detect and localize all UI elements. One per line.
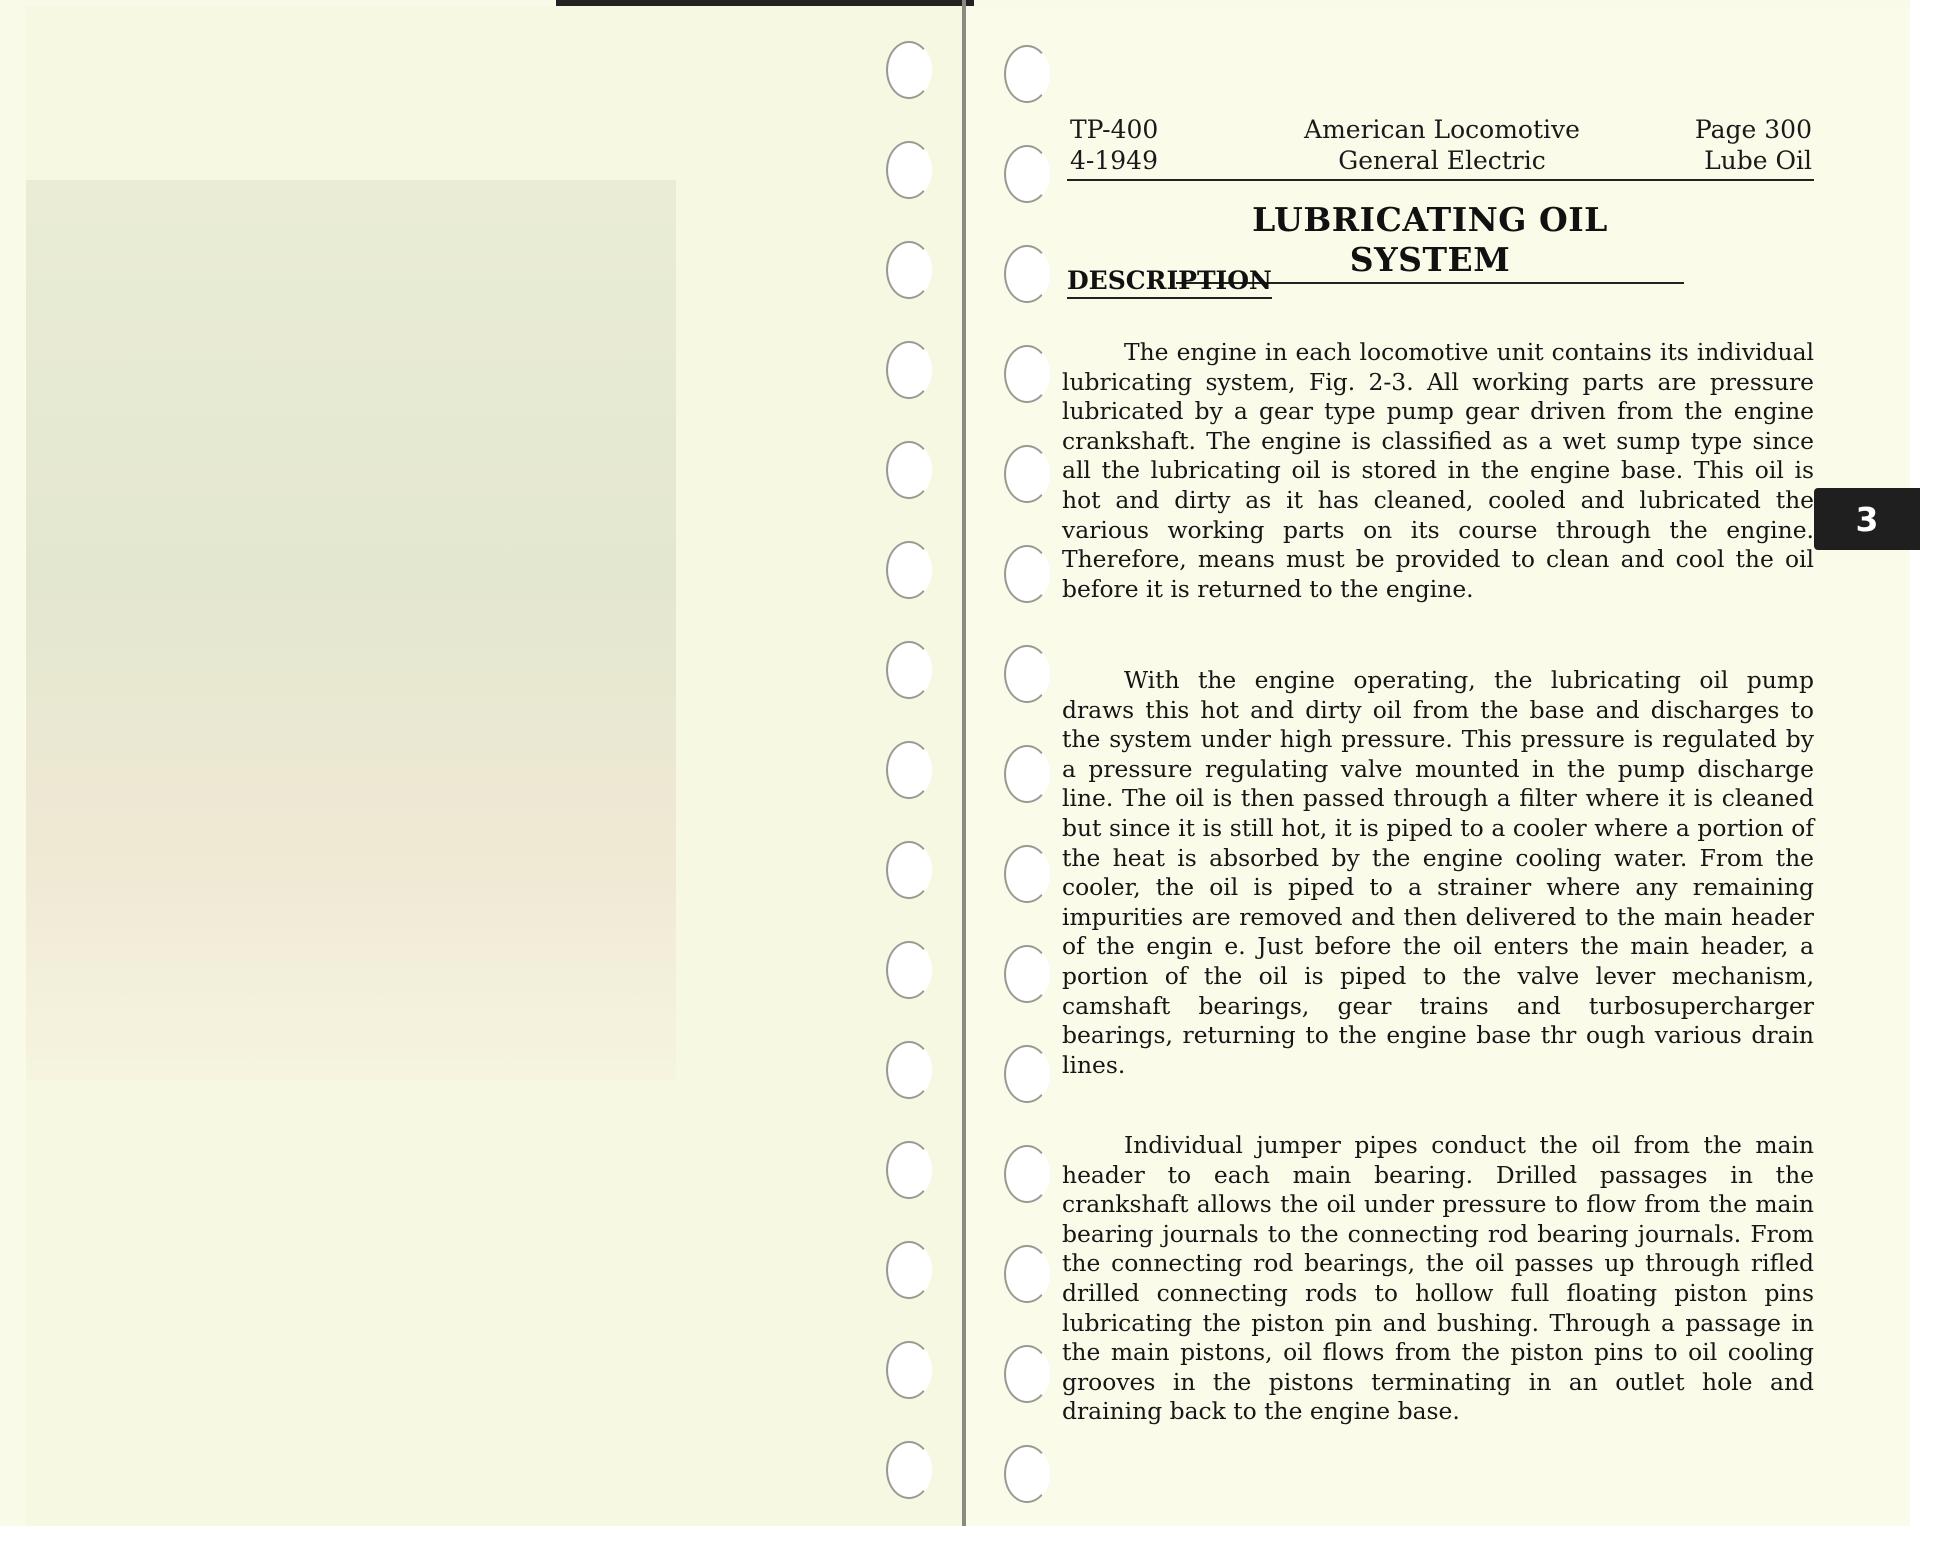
bleed-through-figure <box>26 180 676 1080</box>
binding-hole <box>1004 1245 1050 1303</box>
binding-hole <box>1004 945 1050 1003</box>
binding-hole <box>886 1241 932 1299</box>
binding-hole <box>886 1341 932 1399</box>
paragraph-1: The engine in each locomotive unit contains its individual lubricating system, Fig. 2-3. All working parts are pressure lubricated by a gear type pump gear driven from the engine crankshaft. The engine is classified as a wet sump type since all the lubricating oil is stored in the engine base. This oil is hot and dirty as it has cleaned, cooled and lubricated the various working parts on its course through the engine. Therefore, means must be provided to clean and cool the oil before it is returned to the engine. <box>1062 338 1814 603</box>
binding-hole <box>886 1441 932 1499</box>
publisher-line-1: American Locomotive <box>1304 115 1580 144</box>
binding-hole <box>1004 1345 1050 1403</box>
binding-hole <box>1004 245 1050 303</box>
binding-hole <box>1004 345 1050 403</box>
scan-margin-right <box>1910 0 1933 1554</box>
section-name: Lube Oil <box>1704 146 1812 175</box>
binding-hole <box>1004 845 1050 903</box>
document-id <box>1070 114 1158 176</box>
binding-hole <box>1004 645 1050 703</box>
doc-date: 4-1949 <box>1070 146 1158 175</box>
binding-hole <box>886 541 932 599</box>
binding-hole <box>886 241 932 299</box>
binding-hole <box>1004 1145 1050 1203</box>
page-title: LUBRICATING OIL SYSTEM <box>1176 200 1684 284</box>
binding-hole <box>886 941 932 999</box>
binding-hole <box>886 1041 932 1099</box>
binding-hole <box>886 841 932 899</box>
binding-hole <box>886 1141 932 1199</box>
page-number: Page 300 <box>1694 115 1812 144</box>
binding-hole <box>886 741 932 799</box>
section-heading: DESCRIPTION <box>1067 265 1272 299</box>
publisher <box>1294 114 1590 176</box>
header-rule <box>1067 179 1814 181</box>
binding-hole <box>1004 1045 1050 1103</box>
binding-hole <box>886 341 932 399</box>
paragraph-2: With the engine operating, the lubricating oil pump draws this hot and dirty oil from the base and discharges to the system under high pressure. This pressure is regulated by a pressure regulating valve mounted in the pump discharge line. The oil is then passed through a filter where it is cleaned but since it is still hot, it is piped to a cooler where a portion of the heat is absorbed by the engine cooling water. From the cooler, the oil is piped to a strainer where any remaining impurities are removed and then delivered to the main header of the engin e. Just before the oil enters the main header, a portion of the oil is piped to the valve lever mechanism, camshaft bearings, gear trains and turbosupercharger bearings, returning to the engine base thr ough various drain lines. <box>1062 666 1814 1079</box>
binding-hole <box>1004 145 1050 203</box>
binding-hole <box>1004 45 1050 103</box>
binding-hole <box>886 141 932 199</box>
binding-hole <box>1004 1445 1050 1503</box>
doc-number: TP-400 <box>1070 115 1159 144</box>
binding-hole <box>1004 745 1050 803</box>
page-info <box>1620 114 1812 176</box>
binding-hole <box>886 441 932 499</box>
top-edge-shadow <box>556 0 974 6</box>
binding-hole <box>886 41 932 99</box>
section-tab: 3 <box>1814 488 1920 550</box>
paragraph-3: Individual jumper pipes conduct the oil from the main header to each main bearing. Drilled passages in the crankshaft allows the oil under pressure to flow from the main bearing journals to the connecting rod bearing journals. From the connecting rod bearings, the oil passes up through rifled drilled connecting rods to hollow full floating piston pins lubricating the piston pin and bushing. Through a passage in the main pistons, oil flows from the piston pins to oil cooling grooves in the pistons terminating in an outlet hole and draining back to the engine base. <box>1062 1131 1814 1426</box>
scan-margin-bottom <box>0 1526 1933 1554</box>
publisher-line-2: General Electric <box>1338 146 1546 175</box>
binding-hole <box>1004 445 1050 503</box>
binding-hole <box>886 641 932 699</box>
binding-hole <box>1004 545 1050 603</box>
